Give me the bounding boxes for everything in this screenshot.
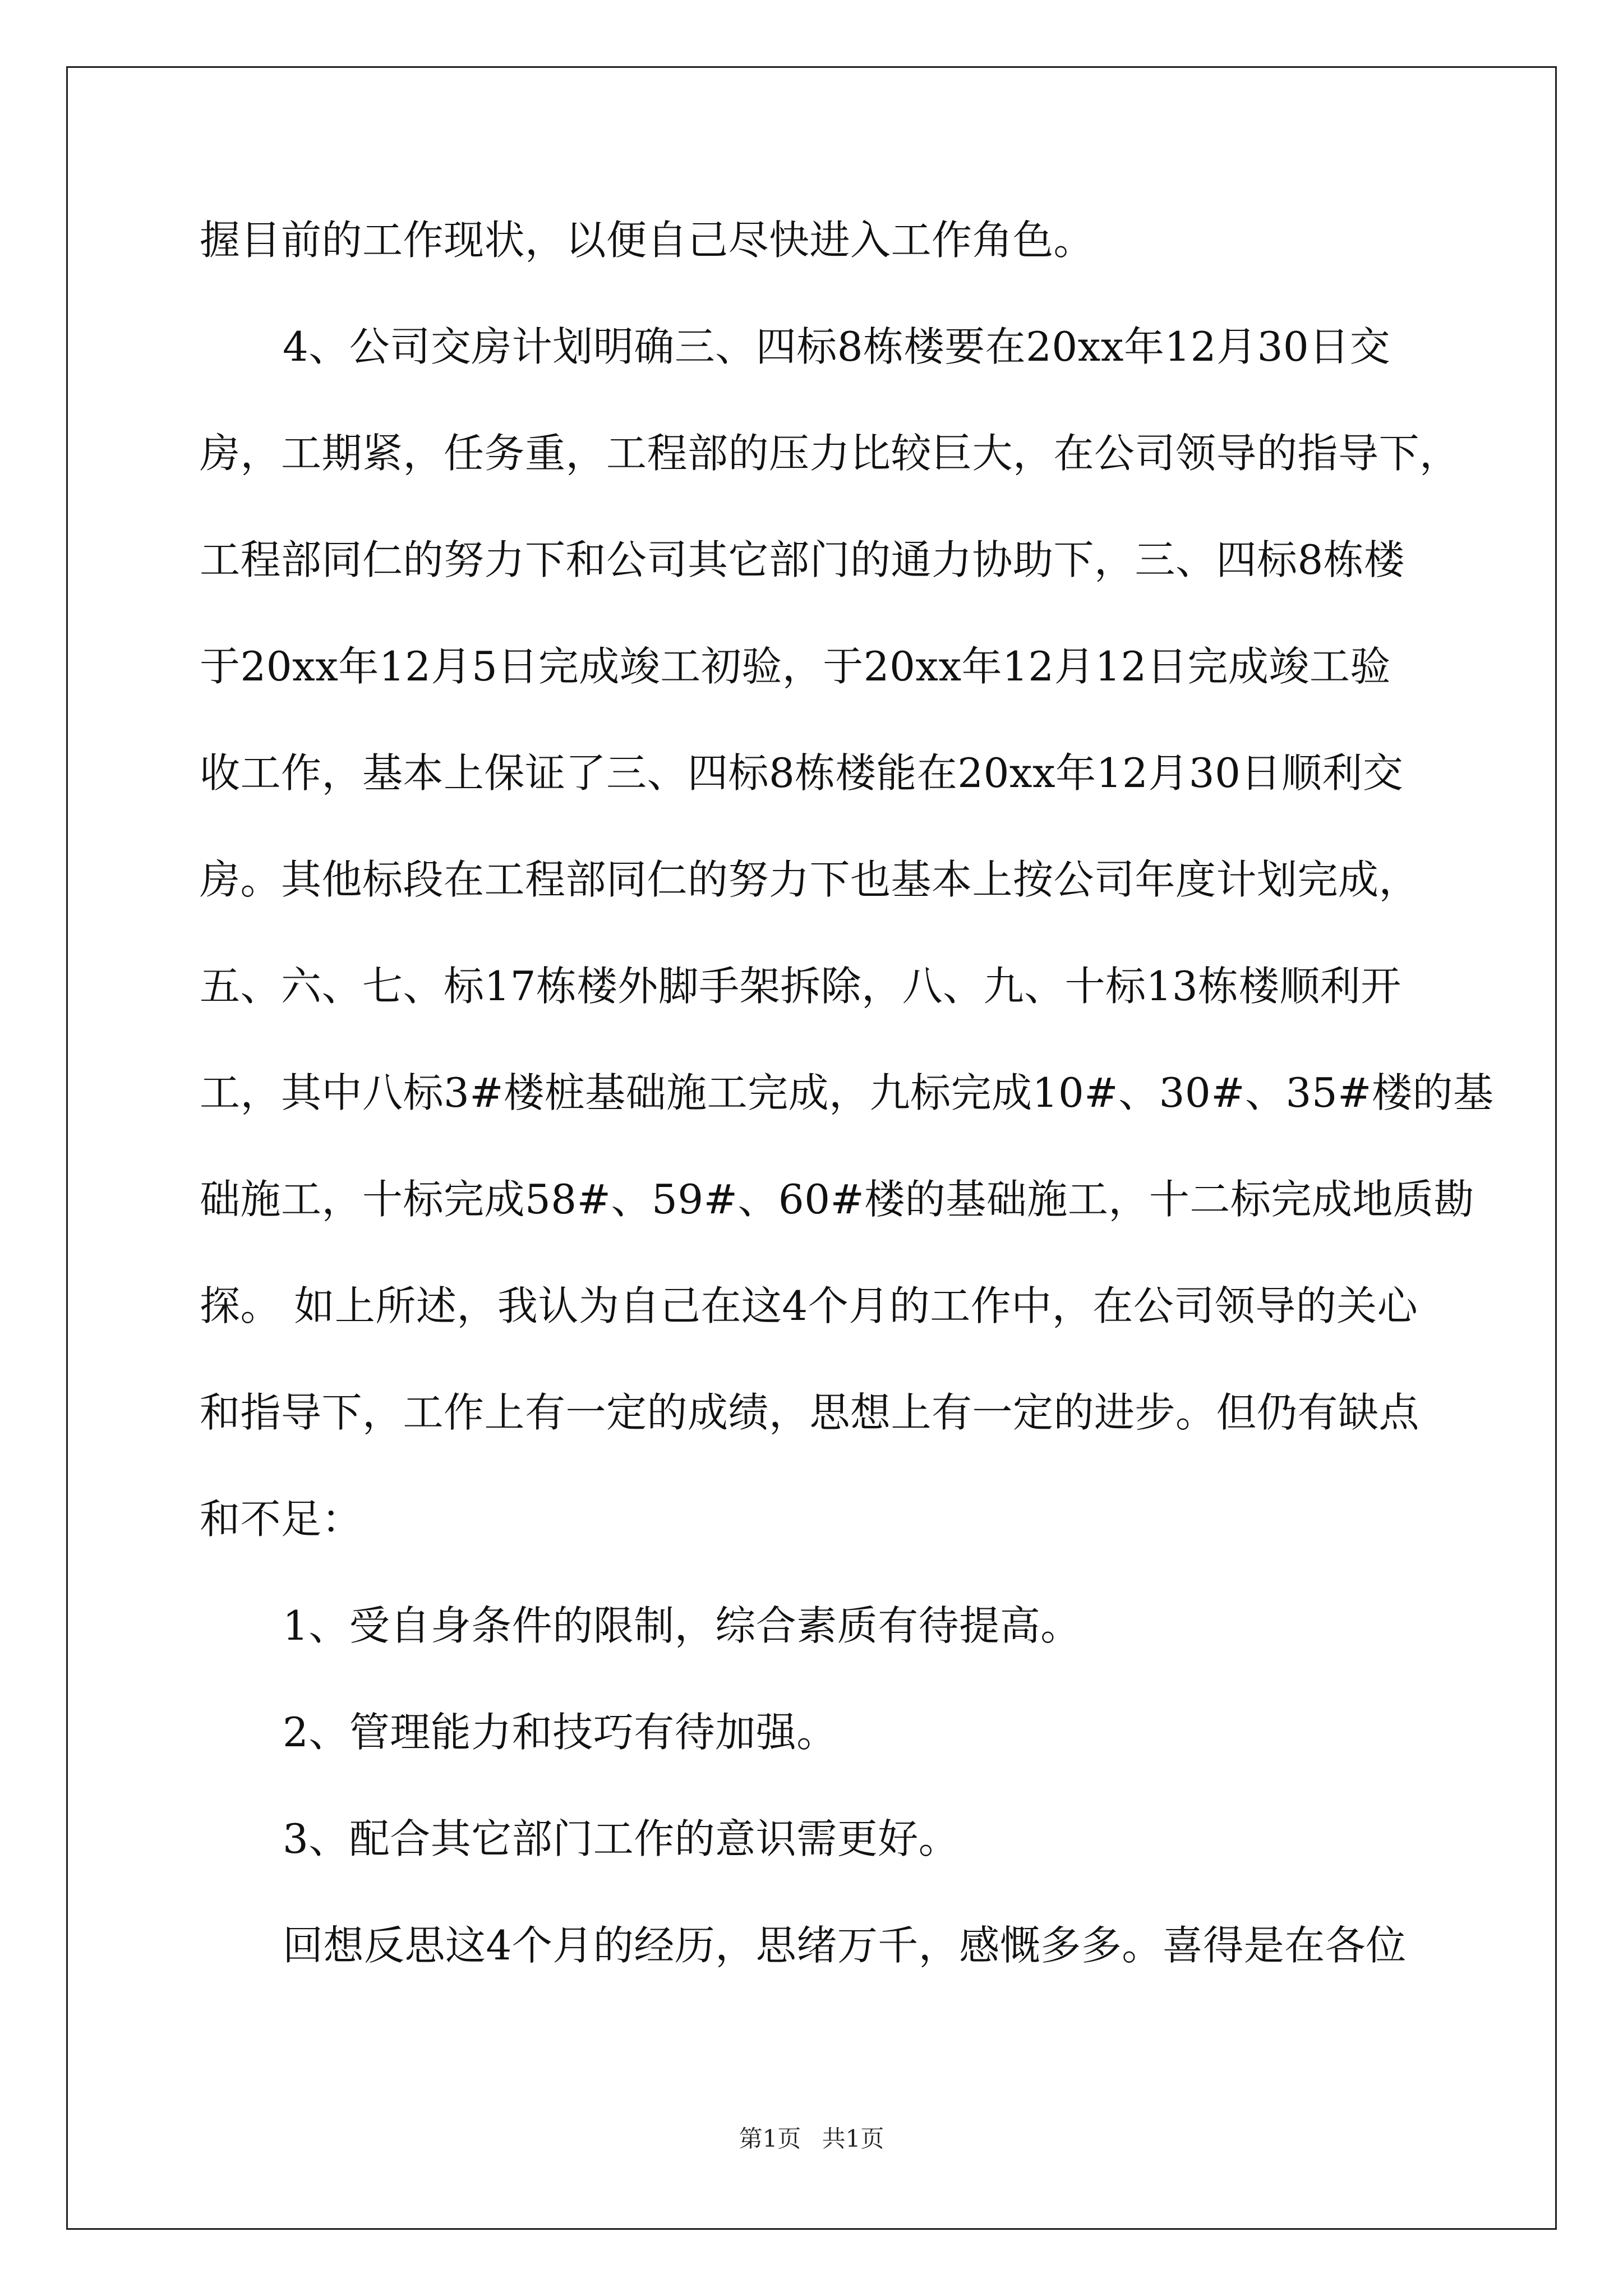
text-line: 五、六、七、标17栋楼外脚手架拆除，八、九、十标13栋楼顺利开 — [200, 963, 1401, 1010]
text-line: 于20xx年12月5日完成竣工初验，于20xx年12月12日完成竣工验 — [200, 643, 1391, 690]
text-line: 和指导下，工作上有一定的成绩，思想上有一定的进步。但仍有缺点 — [200, 1389, 1420, 1436]
page-border — [66, 66, 1557, 2230]
text-line: 握目前的工作现状，以便自己尽快进入工作角色。 — [200, 217, 1095, 264]
text-line: 和不足： — [200, 1496, 363, 1543]
text-line: 1、受自身条件的限制，综合素质有待提高。 — [283, 1602, 1081, 1649]
page-footer — [0, 2120, 1623, 2154]
text-line: 房，工期紧，任务重，工程部的压力比较巨大，在公司领导的指导下， — [200, 430, 1460, 477]
page-total: 共1页 — [822, 2125, 884, 2152]
text-line: 工，其中八标3#楼桩基础施工完成，九标完成10#、30#、35#楼的基 — [200, 1069, 1494, 1116]
text-line: 4、公司交房计划明确三、四标8栋楼要在20xx年12月30日交 — [283, 323, 1391, 370]
text-line: 房。其他标段在工程部同仁的努力下也基本上按公司年度计划完成， — [200, 856, 1420, 903]
text-line: 础施工，十标完成58#、59#、60#楼的基础施工，十二标完成地质勘 — [200, 1176, 1474, 1223]
text-line: 收工作，基本上保证了三、四标8栋楼能在20xx年12月30日顺利交 — [200, 749, 1404, 797]
text-line: 2、管理能力和技巧有待加强。 — [283, 1709, 837, 1756]
text-line: 3、配合其它部门工作的意识需更好。 — [283, 1815, 960, 1862]
text-line: 探。 如上所述，我认为自己在这4个月的工作中，在公司领导的关心 — [200, 1282, 1418, 1329]
text-line: 回想反思这4个月的经历，思绪万千，感慨多多。喜得是在各位 — [283, 1922, 1407, 1969]
page-number: 第1页 — [739, 2125, 801, 2152]
text-line: 工程部同仁的努力下和公司其它部门的通力协助下，三、四标8栋楼 — [200, 536, 1405, 583]
